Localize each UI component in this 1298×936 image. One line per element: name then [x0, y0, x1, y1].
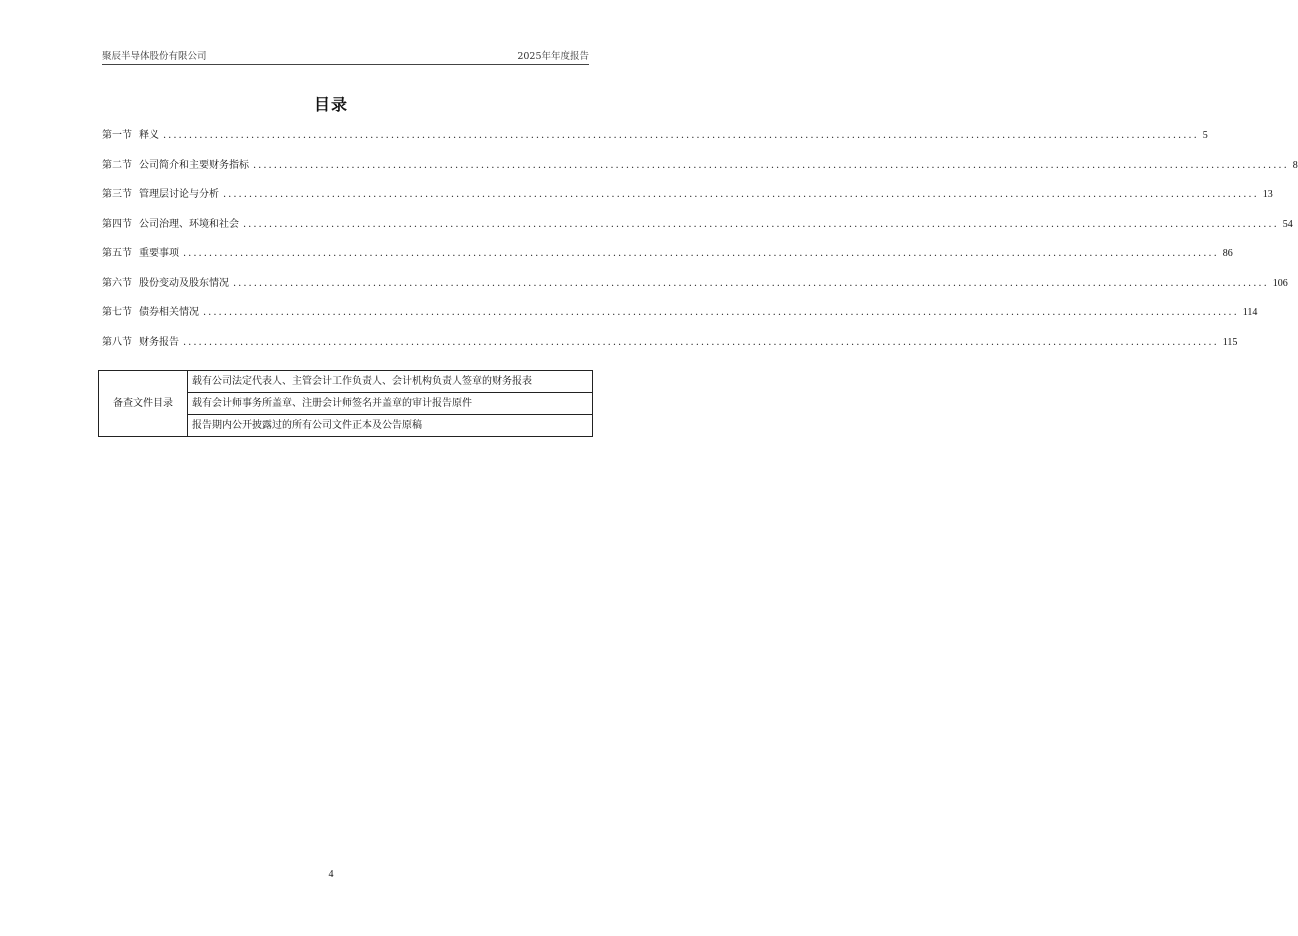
toc-section-title: 重要事项 — [139, 248, 179, 259]
toc-leader-dots: ........................................................................................................................................................................................................ — [243, 218, 1279, 230]
table-of-contents — [102, 126, 1298, 362]
toc-section-title: 债券相关情况 — [139, 307, 199, 318]
header-company-name: 聚辰半导体股份有限公司 — [102, 51, 207, 62]
toc-entry[interactable] — [102, 185, 1273, 215]
toc-section-number: 第一节 — [102, 130, 132, 141]
table-row — [99, 371, 593, 393]
toc-entry[interactable] — [102, 333, 1238, 363]
toc-entry[interactable] — [102, 303, 1258, 333]
reference-documents-label: 备查文件目录 — [99, 371, 188, 437]
toc-section-number: 第三节 — [102, 189, 132, 200]
toc-section-number: 第二节 — [102, 159, 132, 171]
toc-entry[interactable] — [102, 244, 1233, 274]
toc-section-title: 公司治理、环境和社会 — [139, 218, 239, 230]
toc-page-number: 106 — [1272, 277, 1288, 289]
toc-leader-dots: ........................................................................................................................................................................................................ — [163, 130, 1199, 141]
toc-leader-dots: ........................................................................................................................................................................................................ — [203, 307, 1239, 318]
toc-section-number: 第七节 — [102, 307, 132, 318]
toc-page-number: 54 — [1282, 218, 1293, 230]
toc-page-number: 114 — [1242, 307, 1258, 318]
toc-section-number: 第四节 — [102, 218, 132, 230]
toc-leader-dots: ........................................................................................................................................................................................................ — [223, 189, 1259, 200]
reference-documents-table — [98, 370, 593, 437]
toc-section-title: 管理层讨论与分析 — [139, 189, 219, 200]
toc-section-number: 第八节 — [102, 336, 132, 348]
toc-section-title: 释义 — [139, 130, 159, 141]
toc-entry[interactable] — [102, 215, 1293, 245]
toc-page-number: 5 — [1202, 130, 1208, 141]
toc-section-title: 财务报告 — [139, 336, 179, 348]
toc-section-number: 第六节 — [102, 277, 132, 289]
toc-leader-dots: ........................................................................................................................................................................................................ — [183, 336, 1219, 348]
toc-page-number: 86 — [1222, 248, 1233, 259]
toc-leader-dots: ........................................................................................................................................................................................................ — [253, 159, 1289, 171]
toc-page-number: 115 — [1222, 336, 1238, 348]
page-header — [102, 48, 589, 65]
toc-entry[interactable] — [102, 274, 1288, 304]
reference-document-item: 载有公司法定代表人、主管会计工作负责人、会计机构负责人签章的财务报表 — [188, 371, 593, 393]
toc-entry[interactable] — [102, 126, 1208, 156]
reference-document-item: 载有会计师事务所盖章、注册会计师签名并盖章的审计报告原件 — [188, 393, 593, 415]
toc-leader-dots: ........................................................................................................................................................................................................ — [183, 248, 1219, 259]
toc-section-title: 股份变动及股东情况 — [139, 277, 229, 289]
page-number: 4 — [328, 869, 334, 880]
toc-page-number: 8 — [1292, 159, 1298, 171]
toc-page-number: 13 — [1262, 189, 1273, 200]
toc-entry[interactable] — [102, 156, 1298, 186]
toc-section-title: 公司简介和主要财务指标 — [139, 159, 249, 171]
page-title: 目录 — [313, 95, 348, 114]
toc-section-number: 第五节 — [102, 248, 132, 259]
toc-leader-dots: ........................................................................................................................................................................................................ — [233, 277, 1269, 289]
reference-document-item: 报告期内公开披露过的所有公司文件正本及公告原稿 — [188, 415, 593, 437]
header-report-title: 2025年年度报告 — [517, 51, 589, 62]
